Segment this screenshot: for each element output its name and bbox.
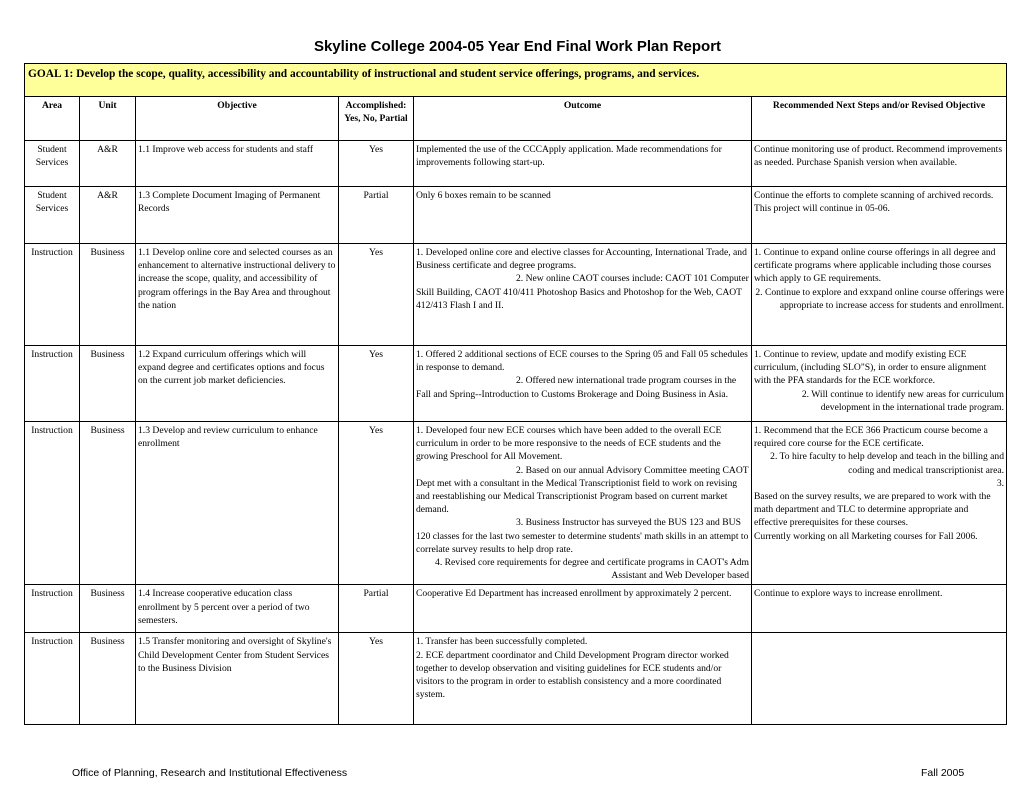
page-title: Skyline College 2004-05 Year End Final Work Plan Report [313, 38, 722, 55]
next-step-paragraph: Continue the efforts to complete scanning of archived records. This project will continue in 05-06. [754, 190, 994, 215]
cell-next-steps [752, 141, 1007, 187]
cell-area: Student Services [25, 141, 80, 187]
outcome-paragraph: 2. Based on our annual Advisory Committee meeting CAOT Dept met with a consultant in the Medical Transcriptionist field to work on revising and reestablishing our Medical Transcriptionist Program based on current market demand. [416, 464, 749, 516]
cell-objective: 1.3 Complete Document Imaging of Permanent Records [136, 187, 339, 244]
next-step-paragraph: 1. Continue to review, update and modify existing ECE curriculum, (including SLO"S), in order to ensure alignment with the PFA standards for the ECE workforce. [754, 349, 987, 387]
header-unit: Unit [80, 97, 136, 141]
footer-date: Fall 2005 [921, 767, 965, 779]
next-step-paragraph: 1. Continue to expand online course offerings in all degree and certificate programs where applicable including those courses which apply to GE requirements. [754, 247, 996, 285]
cell-accomplished: Partial [339, 187, 414, 244]
cell-objective: 1.4 Increase cooperative education class enrollment by 5 percent over a period of two semesters. [136, 585, 339, 633]
cell-outcome [414, 585, 752, 633]
outcome-paragraph: Only 6 boxes remain to be scanned [416, 190, 551, 201]
next-step-paragraph: 2. Will continue to identify new areas for curriculum development in the international trade program. [801, 388, 1005, 413]
next-step-paragraph: Based on the survey results, we are prepared to work with the math department and TLC to determine appropriate and effective prerequisites for these courses. [754, 491, 991, 529]
cell-area: Instruction [25, 633, 80, 725]
cell-area: Instruction [25, 585, 80, 633]
outcome-paragraph: 4. Revised core requirements for degree and certificate programs in CAOT's Adm Assistant and Web Developer based [435, 557, 749, 582]
outcome-paragraph: 1. Developed four new ECE courses which have been added to the overall ECE curriculum in order to be more responsive to the needs of ECE students and the growing Preschool for All Movement. [416, 425, 722, 463]
cell-unit: Business [80, 422, 136, 585]
outcome-paragraph: Cooperative Ed Department has increased enrollment by approximately 2 percent. [416, 588, 732, 600]
next-step-paragraph: Continue to explore ways to increase enrollment. [754, 588, 943, 600]
header-objective: Objective [136, 97, 339, 141]
next-step-paragraph: Currently working on all Marketing courses for Fall 2006. [754, 530, 978, 542]
cell-area: Student Services [25, 187, 80, 244]
next-step-paragraph: 1. Recommend that the ECE 366 Practicum course become a required core course for the ECE certificate. [754, 425, 988, 450]
cell-next-steps [752, 585, 1007, 633]
cell-outcome [414, 633, 752, 725]
next-step-paragraph: 2. To hire faculty to help develop and teach in the billing and coding and medical transcriptionist area. [770, 451, 1005, 476]
work-plan-table [24, 63, 1007, 725]
cell-accomplished: Partial [339, 585, 414, 633]
cell-unit: Business [80, 346, 136, 422]
header-next-steps: Recommended Next Steps and/or Revised Objective [752, 97, 1007, 141]
cell-objective: 1.3 Develop and review curriculum to enhance enrollment [136, 422, 339, 585]
next-step-paragraph: Continue monitoring use of product. Recommend improvements as needed. Purchase Spanish version when available. [754, 144, 1003, 169]
header-accomplished-line-1: Accomplished: [345, 100, 407, 111]
outcome-paragraph: Implemented the use of the CCCApply application. Made recommendations for improvements following start-up. [416, 144, 722, 169]
cell-outcome [414, 187, 752, 244]
cell-accomplished: Yes [339, 141, 414, 187]
cell-area: Instruction [25, 346, 80, 422]
cell-accomplished: Yes [339, 422, 414, 585]
cell-area: Instruction [25, 422, 80, 585]
cell-outcome [414, 346, 752, 422]
cell-accomplished: Yes [339, 244, 414, 346]
cell-unit: Business [80, 633, 136, 725]
cell-objective: 1.5 Transfer monitoring and oversight of Skyline's Child Development Center from Student Services to the Business Division [136, 633, 339, 725]
footer-office: Office of Planning, Research and Institutional Effectiveness [72, 767, 348, 779]
cell-outcome [414, 141, 752, 187]
header-row [25, 97, 1007, 141]
header-area: Area [25, 97, 80, 141]
header-accomplished [339, 97, 414, 141]
cell-next-steps [752, 187, 1007, 244]
header-accomplished-line-2: Yes, No, Partial [344, 113, 408, 125]
outcome-paragraph: 1. Offered 2 additional sections of ECE courses to the Spring 05 and Fall 05 schedules in response to demand. [416, 349, 748, 374]
table-row [25, 422, 1007, 585]
cell-accomplished: Yes [339, 346, 414, 422]
cell-next-steps [752, 244, 1007, 346]
next-step-paragraph: 3. [996, 477, 1005, 489]
cell-objective: 1.2 Expand curriculum offerings which will expand degree and certificates options and focus on the current job market deficiencies. [136, 346, 339, 422]
cell-next-steps [752, 633, 1007, 725]
next-step-paragraph: 2. Continue to explore and exxpand online course offerings were appropriate to increase access for students and enrollment. [755, 286, 1005, 311]
cell-unit: A&R [80, 187, 136, 244]
header-outcome: Outcome [414, 97, 752, 141]
cell-next-steps [752, 346, 1007, 422]
cell-unit: Business [80, 244, 136, 346]
table-row [25, 585, 1007, 633]
outcome-paragraph: 1. Developed online core and elective classes for Accounting, International Trade, and Business certificate and degree programs. [416, 247, 747, 272]
outcome-paragraph: 1. Transfer has been successfully completed. [416, 636, 588, 648]
cell-outcome [414, 422, 752, 585]
table-row [25, 187, 1007, 244]
table-row [25, 346, 1007, 422]
cell-unit: Business [80, 585, 136, 633]
cell-outcome [414, 244, 752, 346]
table-body [25, 141, 1007, 725]
cell-objective: 1.1 Improve web access for students and staff [136, 141, 339, 187]
goal-text: GOAL 1: Develop the scope, quality, accessibility and accountability of instructional and student service offerings, programs, and services. [25, 64, 1007, 97]
outcome-paragraph: 2. Offered new international trade program courses in the Fall and Spring--Introduction to Customs Brokerage and Doing Business in Asia. [416, 375, 737, 400]
cell-area: Instruction [25, 244, 80, 346]
outcome-paragraph: 2. New online CAOT courses include: CAOT 101 Computer Skill Building, CAOT 410/411 Photoshop Basics and Photoshop for the Web, CAOT 412/413 Flash I and II. [416, 273, 749, 311]
table-row [25, 244, 1007, 346]
outcome-paragraph: 2. ECE department coordinator and Child Development Program director worked together to develop observation and visiting guidelines for ECE students and/or visitors to the program in order to establish consistency and a more coordinated system. [416, 649, 729, 701]
cell-objective: 1.1 Develop online core and selected courses as an enhancement to alternative instructional delivery to increase the scope, quality, and accessibility of program offerings in the Bay Area and throughout the nation [136, 244, 339, 346]
cell-next-steps [752, 422, 1007, 585]
table-row [25, 633, 1007, 725]
cell-unit: A&R [80, 141, 136, 187]
table-row [25, 141, 1007, 187]
outcome-paragraph: 3. Business Instructor has surveyed the BUS 123 and BUS 120 classes for the last two semester to determine students' math skills in an attempt to correlate survey results to help drop rate. [416, 517, 749, 555]
goal-row [25, 64, 1007, 97]
cell-accomplished: Yes [339, 633, 414, 725]
